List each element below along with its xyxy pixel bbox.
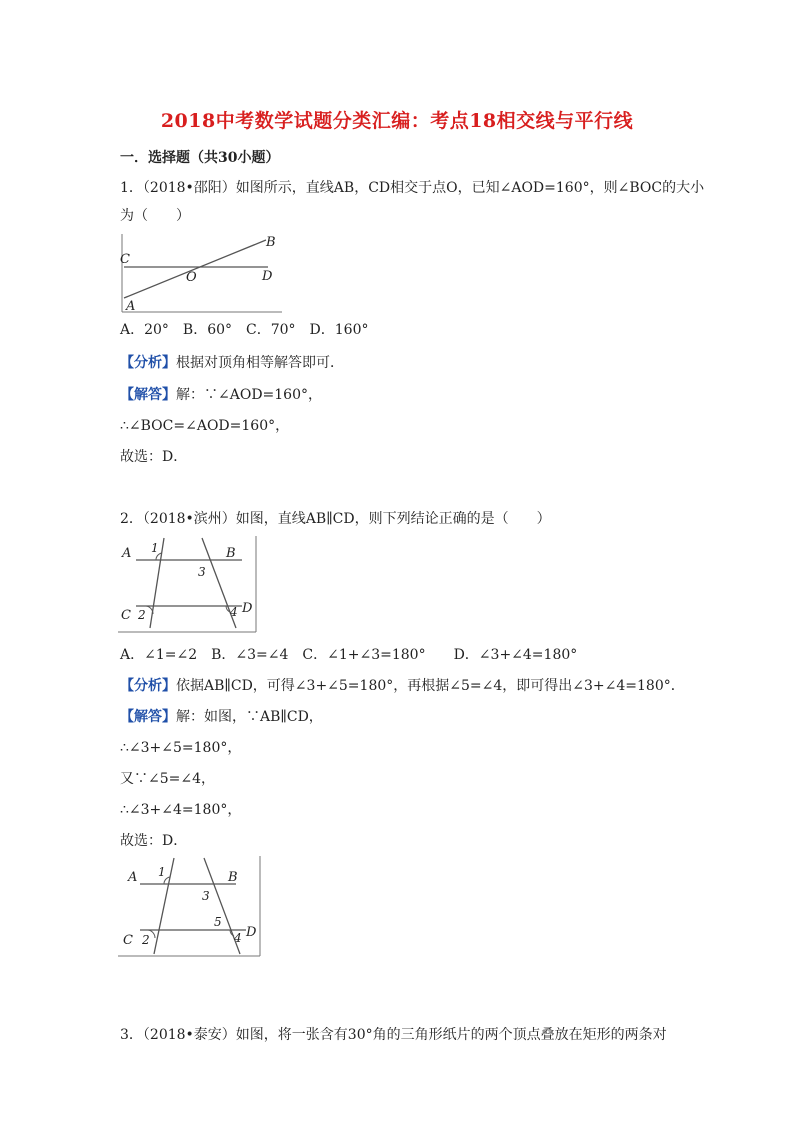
q1-line-ab xyxy=(124,240,266,298)
q1-solution-line2: ∴∠BOC=∠AOD=160°， xyxy=(120,418,290,434)
q1-label-d: D xyxy=(262,269,273,284)
q1-figure xyxy=(118,232,284,314)
q2-sol-label-b: B xyxy=(228,870,238,885)
q2-solution-line3: 又∵∠5=∠4， xyxy=(120,771,216,787)
q1-label-c: C xyxy=(120,252,130,267)
q2-sol-label-5: 5 xyxy=(214,915,222,929)
q1-label-o: O xyxy=(186,270,197,285)
q1-stem-line2: 为（ ） xyxy=(120,208,190,224)
q1-analysis xyxy=(120,353,344,373)
q2-answer: 故选：D． xyxy=(120,833,188,849)
q2-label-2: 2 xyxy=(138,608,146,622)
q2-sol-label-1: 1 xyxy=(158,865,166,879)
q2-solution-line4: ∴∠3+∠4=180°， xyxy=(120,802,242,818)
q1-answer: 故选：D． xyxy=(120,449,188,465)
q1-label-a: A xyxy=(126,299,136,314)
q2-stem: 2．（2018•滨州）如图，直线AB∥CD，则下列结论正确的是（ ） xyxy=(120,511,551,527)
q1-analysis-tag: 【分析】 xyxy=(120,355,176,371)
q2-label-c: C xyxy=(121,608,131,623)
q2-sol-label-a: A xyxy=(128,870,138,885)
q1-options: A．20° B．60° C．70° D．160° xyxy=(120,322,369,338)
q2-analysis-tag: 【分析】 xyxy=(120,678,176,694)
q2-sol-label-d: D xyxy=(246,925,257,940)
q2-sol-label-3: 3 xyxy=(202,889,210,903)
q2-options: A．∠1=∠2 B．∠3=∠4 C．∠1+∠3=180° D．∠3+∠4=180° xyxy=(120,647,578,663)
q2-sol-label-2: 2 xyxy=(142,933,150,947)
q2-label-a: A xyxy=(122,546,132,561)
q2-sol-label-c: C xyxy=(123,933,133,948)
section-header: 一．选择题（共30小题） xyxy=(120,150,280,166)
q2-solution-figure xyxy=(118,856,262,958)
q1-analysis-text: 根据对顶角相等解答即可． xyxy=(176,355,344,371)
q2-analysis-text: 依据AB∥CD，可得∠3+∠5=180°，再根据∠5=∠4，即可得出∠3+∠4=180°． xyxy=(176,678,685,694)
q2-solution-line2: ∴∠3+∠5=180°， xyxy=(120,740,242,756)
page-title: 2018中考数学试题分类汇编：考点18相交线与平行线 xyxy=(160,110,634,132)
q2-label-b: B xyxy=(226,546,236,561)
q3-stem: 3．（2018•泰安）如图，将一张含有30°角的三角形纸片的两个顶点叠放在矩形的两条对 xyxy=(120,1027,667,1043)
q2-solution-line1: 解：如图，∵AB∥CD， xyxy=(176,709,323,725)
q2-solution xyxy=(120,707,323,727)
q1-solution xyxy=(120,385,322,405)
q2-analysis xyxy=(120,676,685,696)
q1-solution-line1: 解：∵∠AOD=160°， xyxy=(176,387,322,403)
q2-sol-label-4: 4 xyxy=(234,931,242,945)
q2-label-4: 4 xyxy=(230,605,238,619)
q2-label-d: D xyxy=(242,601,253,616)
q1-label-b: B xyxy=(266,235,276,250)
q2-label-1: 1 xyxy=(151,541,159,555)
q1-solution-tag: 【解答】 xyxy=(120,387,176,403)
q1-stem-line1: 1．（2018•邵阳）如图所示，直线AB，CD相交于点O，已知∠AOD=160°，则∠BOC的大小 xyxy=(120,180,705,196)
q2-solution-tag: 【解答】 xyxy=(120,709,176,725)
q2-figure xyxy=(118,536,258,634)
q2-label-3: 3 xyxy=(198,565,206,579)
